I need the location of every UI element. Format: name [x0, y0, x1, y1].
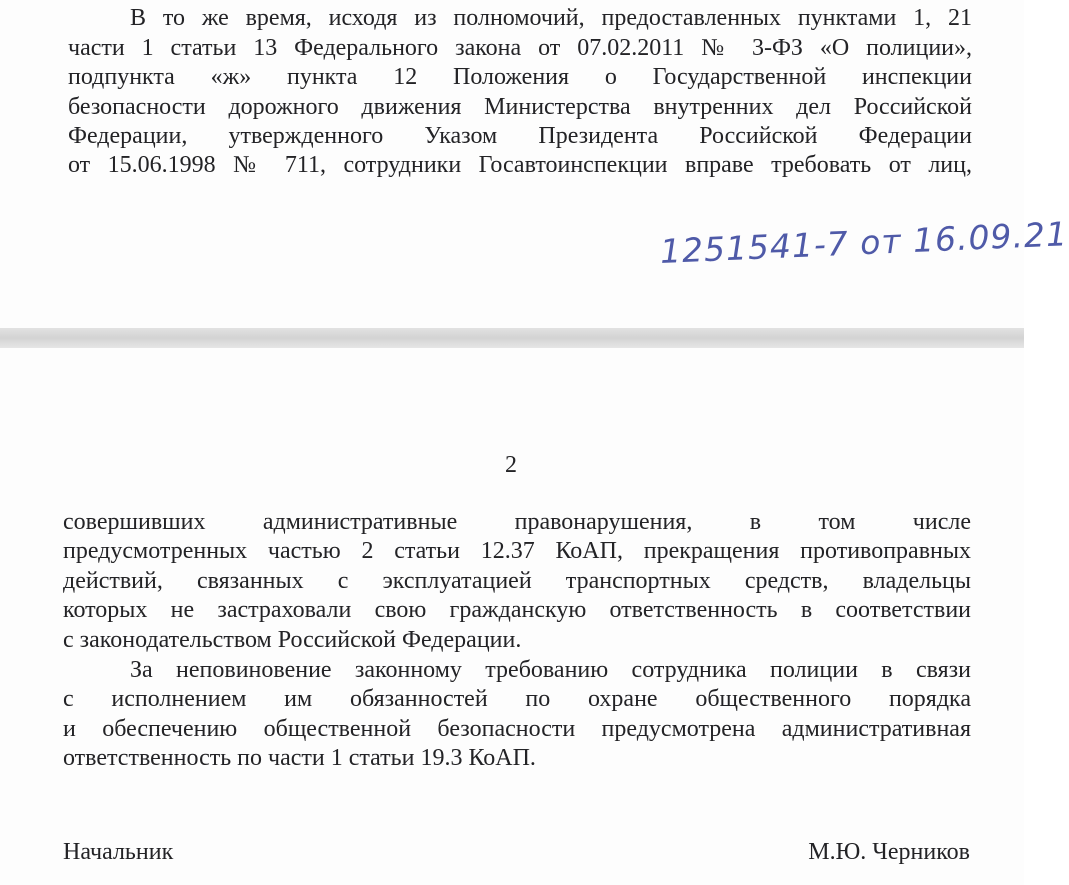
paragraph-line: ответственность по части 1 статьи 19.3 КоАП. [63, 745, 536, 771]
paragraph-line: части 1 статьи 13 Федерального закона от 07.02.2011 № 3-ФЗ «О полиции», [68, 35, 972, 61]
paragraph-line: с исполнением им обязанностей по охране общественного порядка [63, 686, 971, 712]
paragraph-line: и обеспечению общественной безопасности предусмотрена административная [63, 716, 971, 742]
paragraph-line: которых не застраховали свою гражданскую ответственность в соответствии [63, 597, 971, 623]
paragraph-line: За неповиновение законному требованию сотрудника полиции в связи [130, 657, 971, 683]
page-number: 2 [505, 452, 517, 478]
handwritten-registration-note: 1251541-7 от 16.09.21 [659, 214, 1069, 271]
paragraph-line: предусмотренных частью 2 статьи 12.37 КоАП, прекращения противоправных [63, 538, 971, 564]
paragraph-line: с законодательством Российской Федерации. [63, 627, 522, 653]
paragraph-line: Федерации, утвержденного Указом Президента Российской Федерации [68, 123, 972, 149]
paragraph-line: безопасности дорожного движения Министерства внутренних дел Российской [68, 94, 972, 120]
paragraph-line: совершивших административные правонарушения, в том числе [63, 509, 971, 535]
paragraph-line: В то же время, исходя из полномочий, предоставленных пунктами 1, 21 [130, 5, 972, 31]
signatory-name: М.Ю. Черников [808, 839, 970, 865]
document-page-top [0, 0, 1069, 328]
paragraph-line: от 15.06.1998 № 711, сотрудники Госавтоинспекции вправе требовать от лиц, [68, 152, 972, 178]
paragraph-line: действий, связанных с эксплуатацией транспортных средств, владельцы [63, 568, 971, 594]
page-divider [0, 328, 1024, 348]
signatory-position: Начальник [63, 839, 174, 865]
paragraph-line: подпункта «ж» пункта 12 Положения о Государственной инспекции [68, 64, 972, 90]
